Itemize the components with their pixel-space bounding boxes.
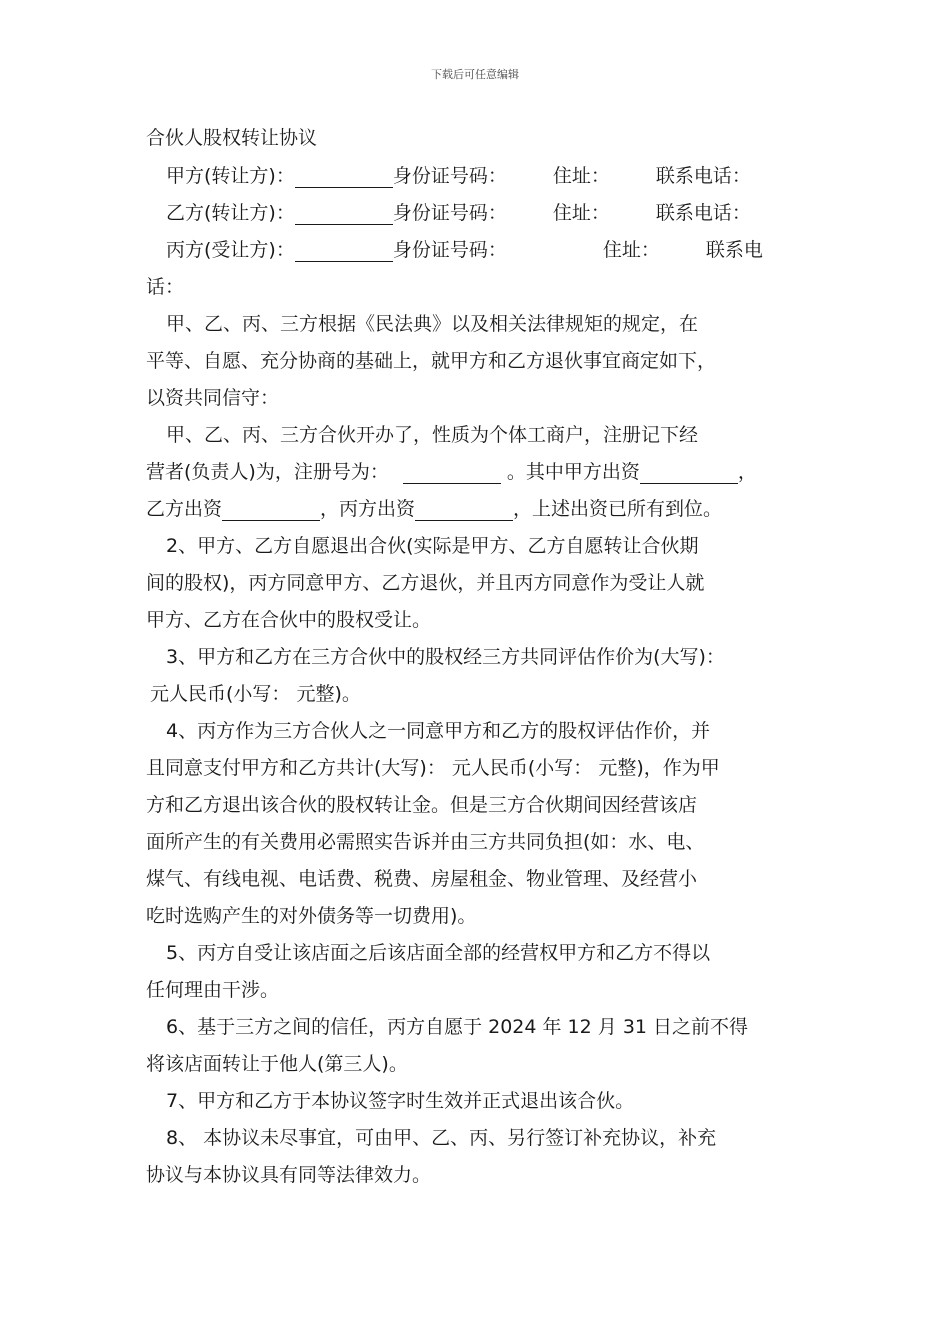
clause-8 [146,1120,826,1194]
clause-1-party-b-capital-text: 乙方出资 [146,498,223,520]
party-a-address-label: 住址： [552,165,610,187]
clause-1-line-2 [146,454,826,491]
party-b-phone-label: 联系电话： [655,202,751,224]
party-a-phone-label: 联系电话： [655,165,751,187]
clause-5-line-1: 5、丙方自受让该店面之后该店面全部的经营权甲方和乙方不得以 [166,942,711,964]
party-b-name-blank [295,202,393,225]
clause-4-line-2: 且同意支付甲方和乙方共计(大写)： 元人民币(小写： 元整)，作为甲 [146,757,720,779]
clause-6 [146,1009,826,1083]
clause-3-line-1: 3、甲方和乙方在三方合伙中的股权经三方共同评估作价为(大写)： [166,646,725,668]
clause-1-paid-text: ，上述出资已所有到位。 [513,498,723,520]
page-header-note: 下载后可任意编辑 [431,68,519,81]
party-b-row [146,195,826,232]
party-b-capital-blank [222,498,320,521]
clause-1 [146,417,826,528]
clause-1-party-a-capital-text: 。其中甲方出资 [506,461,640,483]
clause-4-line-6: 吃时选购产生的对外债务等一切费用)。 [146,905,477,927]
party-a-role: 甲方(转让方)： [166,165,295,187]
contract-body [146,118,826,1194]
clause-8-line-1: 8、 本协议未尽事宜，可由甲、乙、丙、另行签订补充协议，补充 [166,1127,717,1149]
party-b-role: 乙方(转让方)： [166,202,295,224]
clause-7 [146,1083,826,1120]
party-c-id-label: 身份证号码： [392,239,507,261]
clause-2-line-3: 甲方、乙方在合伙中的股权受让。 [146,609,432,631]
clause-1-party-c-capital-text: ，丙方出资 [320,498,416,520]
document-title: 合伙人股权转让协议 [146,127,318,149]
party-c-capital-blank [415,498,513,521]
clause-4-line-3: 方和乙方退出该合伙的股权转让金。但是三方合伙期间因经营该店 [146,794,698,816]
party-a-row [146,158,826,195]
clause-3-line-2: 元人民币(小写： 元整)。 [150,683,361,705]
clause-4-line-5: 煤气、有线电视、电话费、税费、房屋租金、物业管理、及经营小 [146,868,698,890]
party-c-role: 丙方(受让方)： [166,239,295,261]
clause-1-comma: ， [737,461,757,483]
clause-2 [146,528,826,639]
preamble-line-3: 以资共同信守： [146,387,280,409]
clause-8-line-2: 协议与本协议具有同等法律效力。 [146,1164,432,1186]
clause-1-line-3 [146,491,826,528]
clause-2-line-1: 2、甲方、乙方自愿退出合伙(实际是甲方、乙方自愿转让合伙期 [166,535,699,557]
clause-4-line-4: 面所产生的有关费用必需照实告诉并由三方共同负担(如：水、电、 [146,831,705,853]
party-b-address-label: 住址： [552,202,610,224]
clause-1-line-1: 甲、乙、丙、三方合伙开办了，性质为个体工商户，注册记下经 [166,424,699,446]
preamble-line-2: 平等、自愿、充分协商的基础上，就甲方和乙方退伙事宜商定如下， [146,350,717,372]
party-a-name-blank [295,165,393,188]
clause-3 [146,639,826,713]
party-b-id-label: 身份证号码： [392,202,507,224]
party-a-id-label: 身份证号码： [392,165,507,187]
clause-4-line-1: 4、丙方作为三方合伙人之一同意甲方和乙方的股权评估作价，并 [166,720,711,742]
party-a-capital-blank [640,461,738,484]
clause-1-registration-text: 营者(负责人)为，注册号为： [146,461,389,483]
party-c-row [146,232,826,269]
party-c-address-label: 住址： [602,239,660,261]
clause-5 [146,935,826,1009]
clause-6-line-2: 将该店面转让于他人(第三人)。 [146,1053,408,1075]
clause-2-line-2: 间的股权)，丙方同意甲方、乙方退伙，并且丙方同意作为受让人就 [146,572,705,594]
party-c-phone-label: 联系电 [705,239,763,261]
registration-number-blank [403,461,501,484]
party-c-phone-label-wrap: 话： [146,276,185,298]
party-c-name-blank [295,239,393,262]
preamble [146,306,826,417]
clause-7-line-1: 7、甲方和乙方于本协议签字时生效并正式退出该合伙。 [166,1090,635,1112]
preamble-line-1: 甲、乙、丙、三方根据《民法典》以及相关法律规矩的规定，在 [166,313,699,335]
clause-6-line-1: 6、基于三方之间的信任，丙方自愿于 2024 年 12 月 31 日之前不得 [166,1016,749,1038]
clause-5-line-2: 任何理由干涉。 [146,979,280,1001]
clause-4 [146,713,826,935]
